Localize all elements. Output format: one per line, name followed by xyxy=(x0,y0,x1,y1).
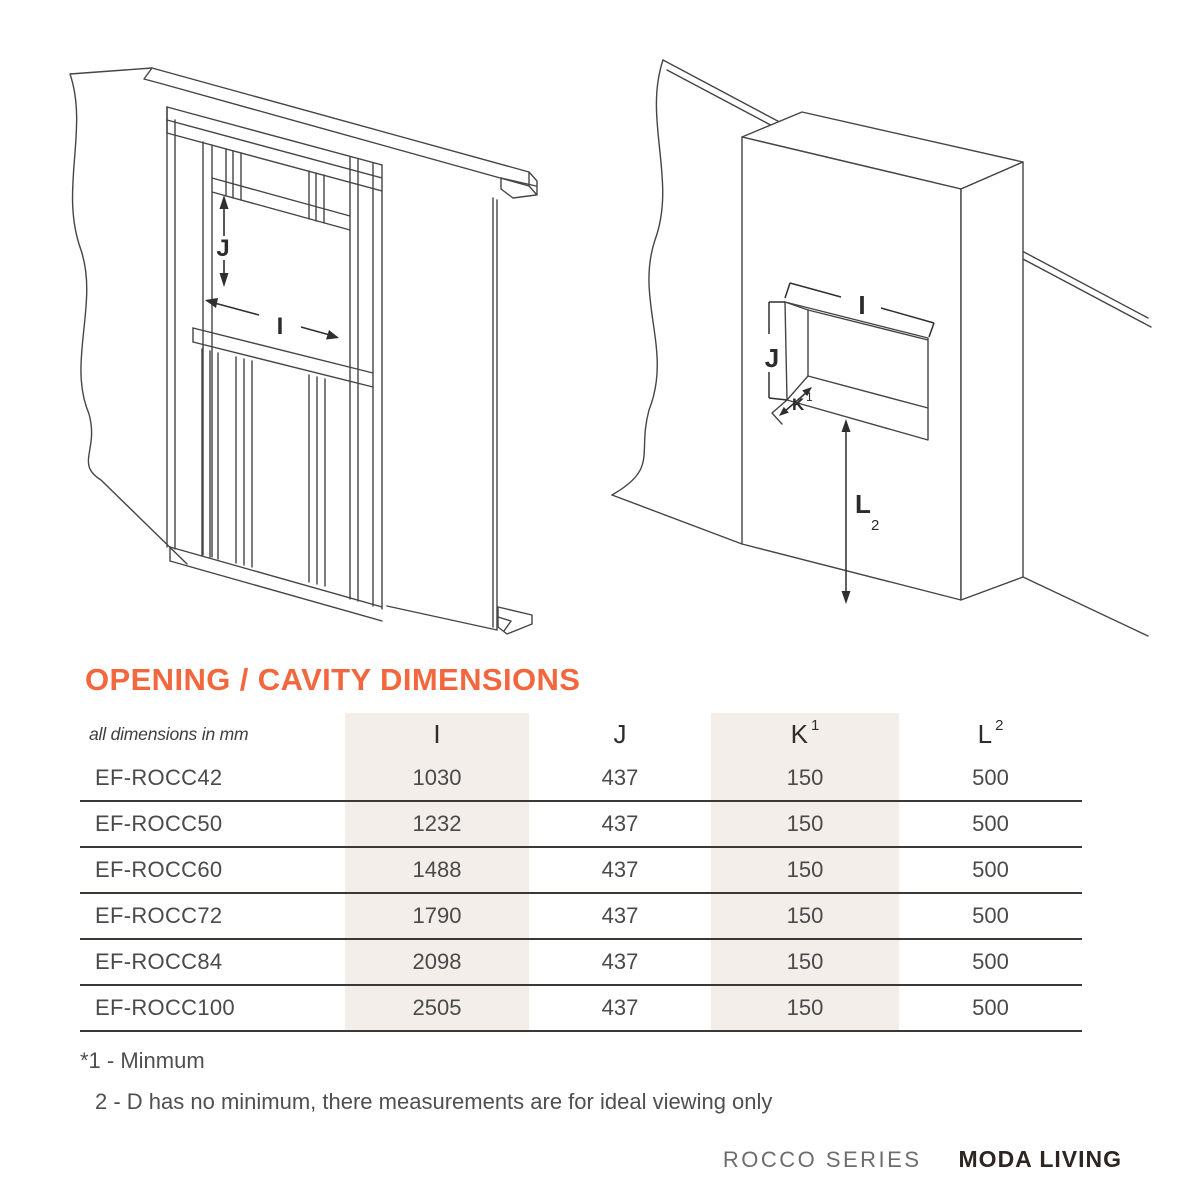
table-cell-i: 1232 xyxy=(345,802,529,846)
dim-label-k: K xyxy=(792,395,805,414)
table-row xyxy=(80,802,1082,848)
table-cell-model: EF-ROCC100 xyxy=(95,995,235,1020)
arrowhead xyxy=(220,273,229,287)
table-cell-model: EF-ROCC72 xyxy=(95,903,223,928)
footnote-2: 2 - D has no minimum, there measurements are for ideal viewing only xyxy=(95,1089,773,1114)
table-cell-j: 437 xyxy=(601,857,639,882)
table-cell-k: 150 xyxy=(711,756,899,800)
table-cell-j: 437 xyxy=(601,995,639,1020)
table-units-note: all dimensions in mm xyxy=(89,724,249,744)
table-cell-l: 500 xyxy=(972,949,1009,974)
page-footer xyxy=(723,1146,1122,1173)
table-row xyxy=(80,986,1082,1032)
table-cell-i: 1030 xyxy=(345,756,529,800)
wall-sheet-left-outline xyxy=(70,68,187,564)
table-cell-model: EF-ROCC50 xyxy=(95,811,223,836)
table-cell-k: 150 xyxy=(711,986,899,1030)
table-cell-i: 1790 xyxy=(345,894,529,938)
table-cell-l: 500 xyxy=(972,857,1009,882)
arrowhead xyxy=(326,330,339,340)
dim-label-j: J xyxy=(764,343,780,373)
dim-label-i: I xyxy=(276,313,284,340)
table-cell-k: 150 xyxy=(711,802,899,846)
table-cell-model: EF-ROCC42 xyxy=(95,765,223,790)
table-cell-model: EF-ROCC60 xyxy=(95,857,223,882)
table-row xyxy=(80,848,1082,894)
table-header-row xyxy=(80,713,1082,756)
framed-wall-cavity-drawing xyxy=(55,50,575,670)
dim-label-j: J xyxy=(216,235,230,262)
table-cell-model: EF-ROCC84 xyxy=(95,949,223,974)
finished-wall-cavity-drawing xyxy=(585,50,1160,670)
table-cell-j: 437 xyxy=(601,765,639,790)
table-cell-k: 150 xyxy=(711,848,899,892)
footnotes xyxy=(80,1040,772,1122)
page-title: OPENING / CAVITY DIMENSIONS xyxy=(85,662,581,697)
brand-name: MODA LIVING xyxy=(958,1146,1122,1172)
table-cell-i: 1488 xyxy=(345,848,529,892)
table-cell-l: 500 xyxy=(972,995,1009,1020)
table-cell-i: 2505 xyxy=(345,986,529,1030)
table-cell-j: 437 xyxy=(601,811,639,836)
dim-label-k-sup: 1 xyxy=(806,390,813,404)
series-name: ROCCO SERIES xyxy=(722,1147,922,1172)
dim-label-l: L xyxy=(855,489,871,519)
table-row xyxy=(80,940,1082,986)
table-header-cell-i: I xyxy=(345,713,529,756)
top-plate xyxy=(152,68,529,172)
table-cell-l: 500 xyxy=(972,811,1009,836)
table-cell-k: 150 xyxy=(711,894,899,938)
table-header-cell-j: J xyxy=(613,719,627,749)
wall-slab-right-face xyxy=(961,162,1023,600)
wall-sheet-left-outline xyxy=(612,60,663,495)
table-cell-k: 150 xyxy=(711,940,899,984)
dim-label-l-sub: 2 xyxy=(871,517,880,534)
table-header-cell-l: L 2 xyxy=(977,717,1004,749)
table-row xyxy=(80,894,1082,940)
table-cell-j: 437 xyxy=(601,903,639,928)
arrowhead xyxy=(220,195,229,209)
table-cell-l: 500 xyxy=(972,765,1009,790)
arrowhead xyxy=(842,591,851,604)
table-row xyxy=(80,756,1082,802)
table-cell-i: 2098 xyxy=(345,940,529,984)
table-cell-l: 500 xyxy=(972,903,1009,928)
footnote-1: *1 - Minmum xyxy=(80,1048,205,1073)
table-header-cell-k: K 1 xyxy=(711,713,899,756)
table-cell-j: 437 xyxy=(601,949,639,974)
dimensions-table xyxy=(80,713,1082,1032)
dim-label-i: I xyxy=(858,290,866,320)
